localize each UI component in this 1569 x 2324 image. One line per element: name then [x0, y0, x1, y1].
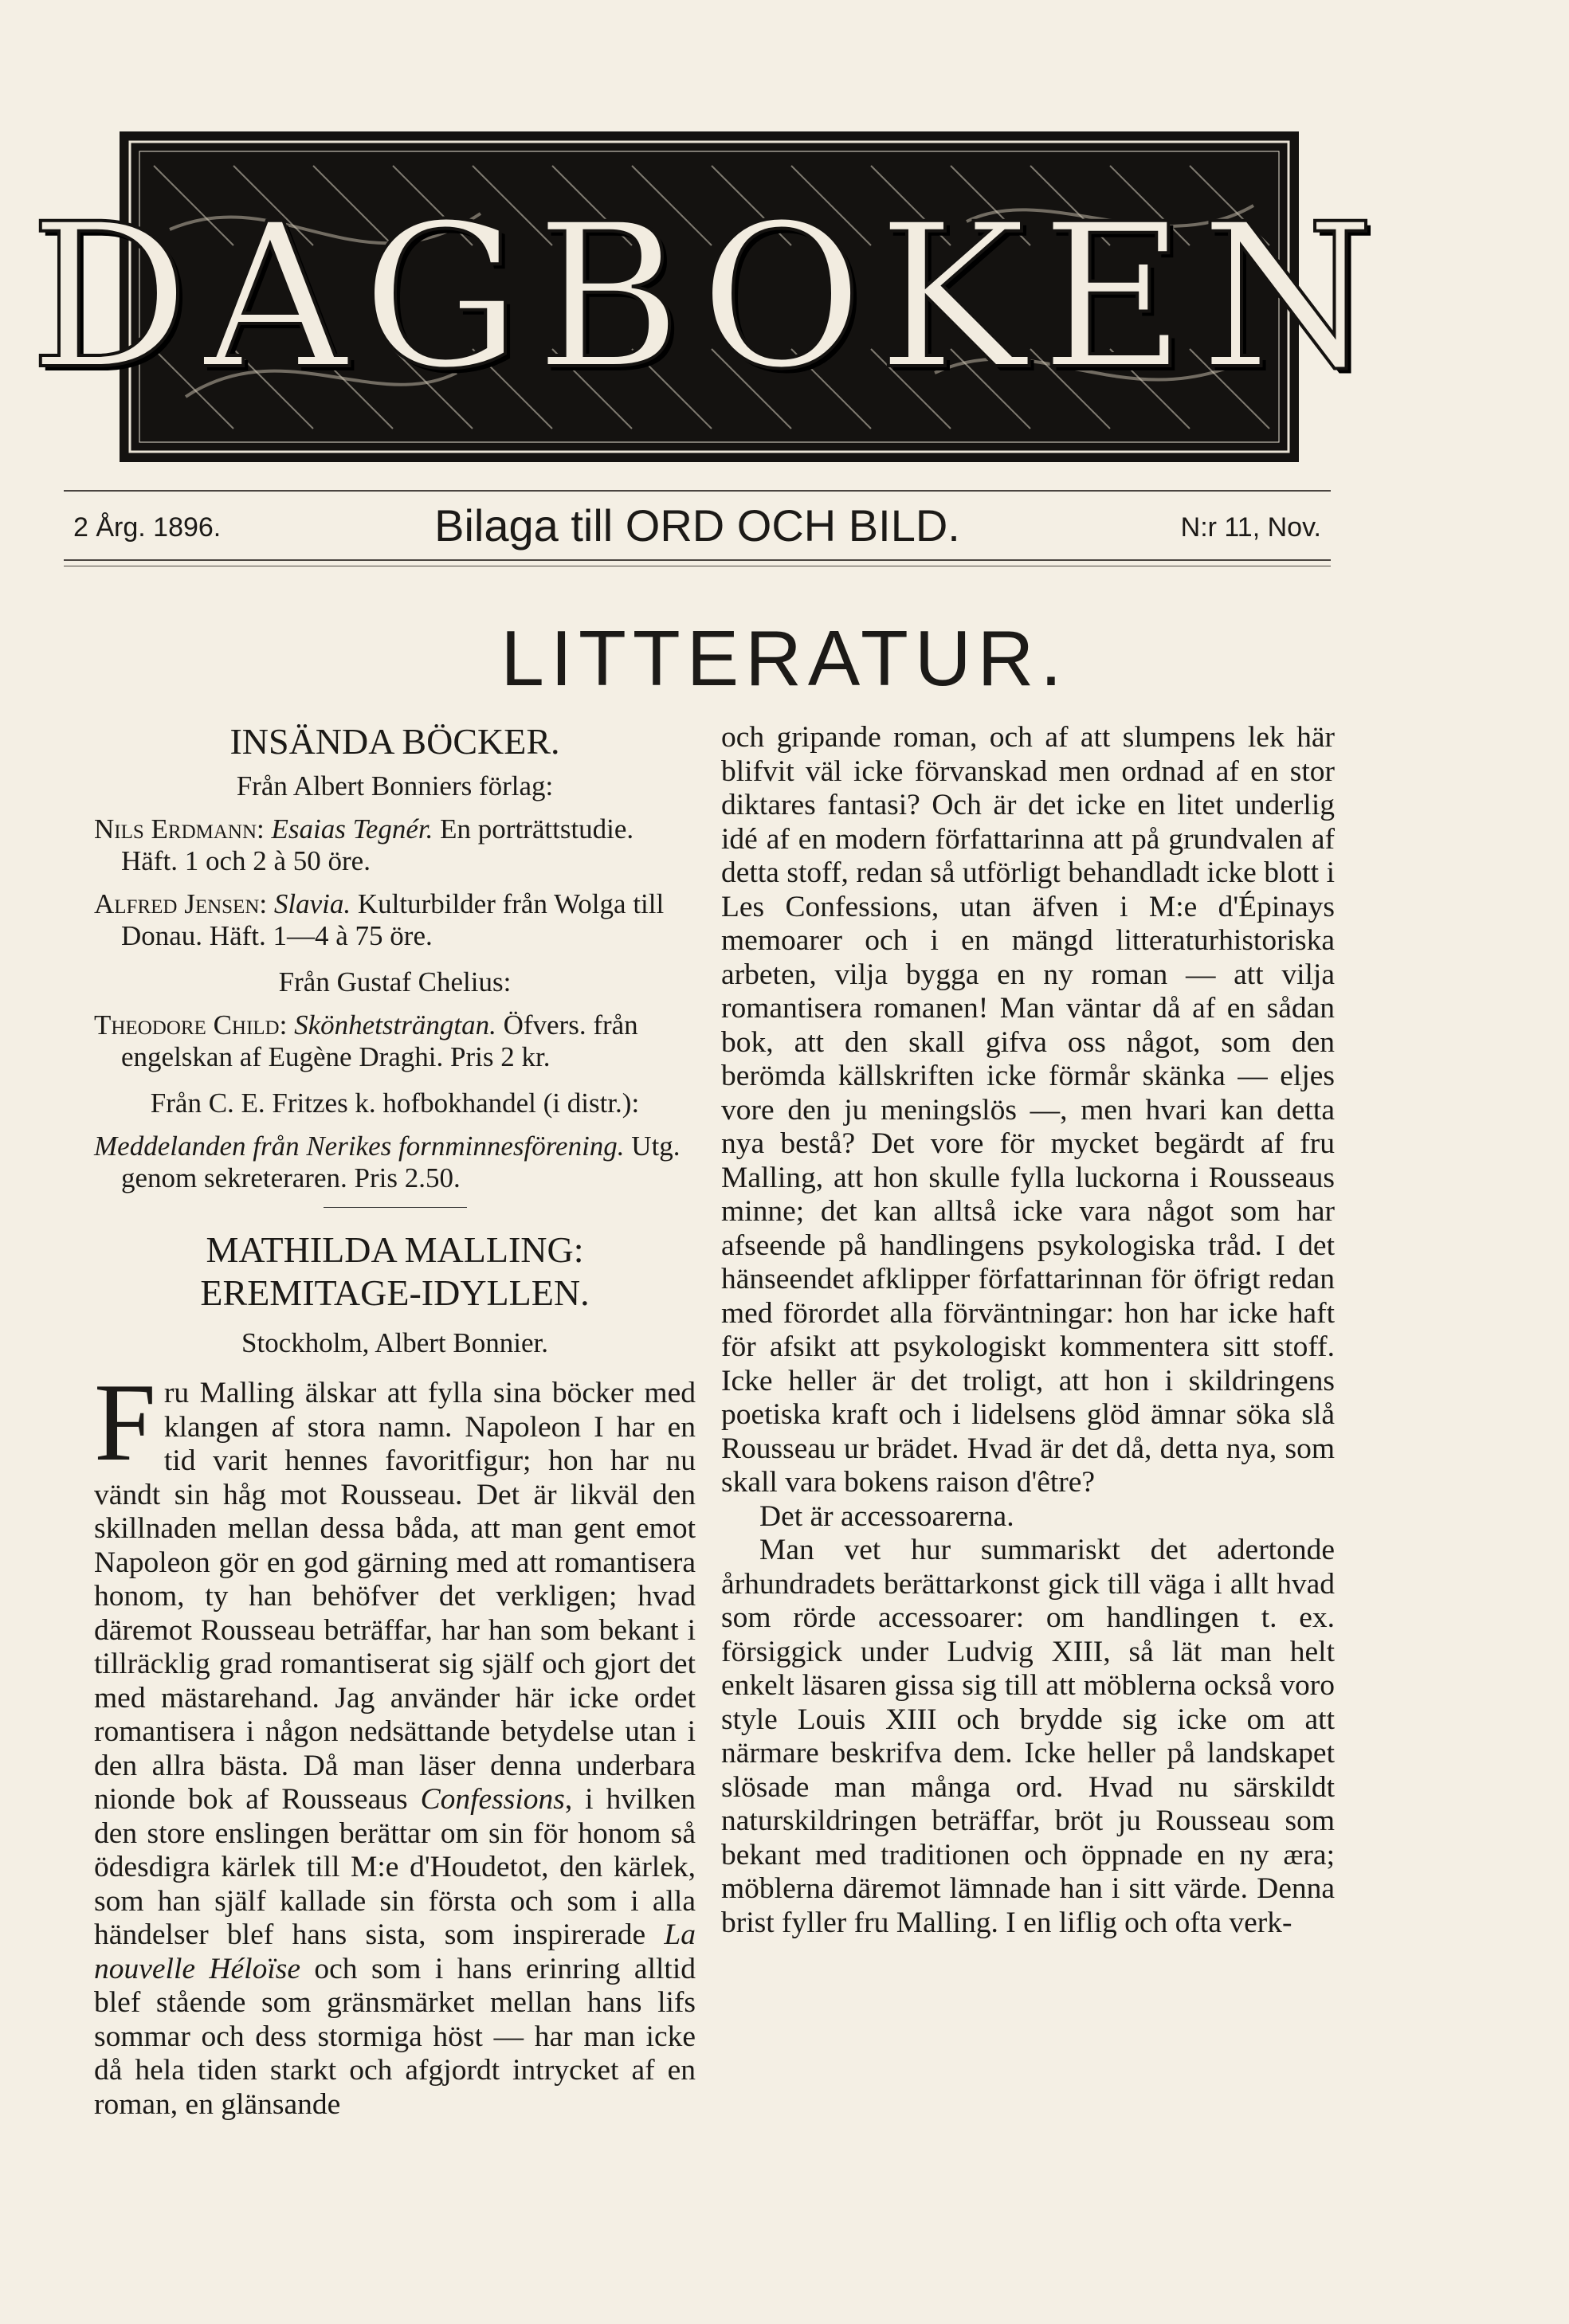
section-title: LITTERATUR. [500, 614, 1069, 702]
book-entry: Meddelanden från Nerikes fornminnesförening. Utg. genom sekreteraren. Pris 2.50. [94, 1131, 681, 1193]
bottom-rule [64, 559, 1331, 561]
review-paragraph: Fru Malling älskar att fylla sina böcker med klangen af stora namn. Napoleon I har en tid varit hennes favoritfigur; hon har nu vändt sin håg mot Rousseau. Det är likväl den skillnaden mellan dessa båda, att man gent emot Napoleon gör en god gärning med att romantisera honom, ty han behöfver det verkligen; hvad däremot Rousseau beträffar, har han som bekant i tillräcklig grad romantiserat sig själf och gjort det med mästarehand. Jag använder här icke ordet romantisera i någon nedsättande betydelse utan i den allra bästa. Då man läser denna underbara nionde bok af Rousseaus Confessions, i hvilken den store enslingen berättar om sin för honom så ödesdigra kärlek till M:e d'Houdetot, den kärlek, som han själf kallade sin första och som i alla händelser blef hans sista, som inspirerade La nouvelle Héloïse och som i hans erinring alltid blef stående som gränsmärket mellan hans lifs sommar och dess stormiga höst — har man icke då hela tiden starkt och afgjordt intrycket af en roman, en glänsande [94, 1361, 696, 2121]
publisher-chelius: Från Gustaf Chelius: [278, 966, 512, 997]
right-column [721, 721, 1335, 1940]
book-entry: Alfred Jensen: Slavia. Kulturbilder från Wolga till Donau. Häft. 1—4 à 75 öre. [94, 888, 665, 951]
review-paragraph: och gripande roman, och af att slumpens lek här blifvit väl icke förvanskad men ordnad af en stor diktares fantasi? Och är det icke en litet underlig idé af en modern författarinna att på grundvalen af detta stoff, redan så utförligt behandladt icke blott i Les Confessions, utan äfven i M:e d'Épinays memoarer och i en mängd litteraturhistoriska arbeten, vilja bygga en ny roman — att vilja romantisera romanen! Man väntar då af en sådan bok, att den skall gifva oss något, som den berömda källskriften icke förmår skänka — eljes vore den ju meningslös —, men hvari kan detta nya bestå? Det vore för mycket begärdt af fru Malling, att hon skulle fylla luckorna i Rousseaus minne; det kan alltså icke vara något som har afseende på handlingens psykologiska tråd. I det hänseendet afklipper författarinnan för öfrigt redan med förordet alla förväntningar: hon har icke haft för afsikt att psykologiskt kommentera sitt stoff. Icke heller är det troligt, att hon i skildringens poetiska kraft och i lidelsens glöd ämnar söka slå Rousseau ur brädet. Hvad är det då, detta nya, som skall vara bokens raison d'être? [721, 721, 1335, 1499]
issue-line [64, 498, 1331, 554]
drop-cap: F [94, 1361, 156, 1484]
publisher-fritzes: Från C. E. Fritzes k. hofbokhandel (i distr.): [150, 1088, 640, 1119]
books-heading: INSÄNDA BÖCKER. [229, 721, 560, 762]
issue-supplement: Bilaga till ORD OCH BILD. [434, 500, 960, 551]
masthead-title: DAGBOKEN [29, 181, 1390, 413]
divider [324, 1207, 467, 1208]
review-place: Stockholm, Albert Bonnier. [241, 1327, 548, 1358]
issue-year: 2 Årg. 1896. [73, 512, 222, 543]
review-paragraph: Det är accessoarerna. [759, 1499, 1014, 1533]
issue-number: N:r 11, Nov. [1180, 512, 1321, 543]
review-heading: MATHILDA MALLING: EREMITAGE-IDYLLEN. [200, 1229, 590, 1313]
publisher-bonnier: Från Albert Bonniers förlag: [236, 770, 554, 801]
top-rule [64, 490, 1331, 492]
review-paragraph: Man vet hur summariskt det adertonde århundradets berättarkonst gick till väga i allt hvad som rörde accessoarer: om handlingen t. ex. försiggick under Ludvig XIII, så lät man helt enkelt läsaren gissa sig till att möblerna också voro style Louis XIII och brydde sig icke om att närmare beskrifva dem. Icke heller på landskapet slösade man många ord. Hvad nu särskildt naturskildringen beträffar, bröt ju Rousseau som bekant med traditionen och öppnade en ny æra; möblerna däremot lämnade han i sitt värde. Denna brist fyller fru Malling. I en liflig och ofta verk- [721, 1534, 1335, 1939]
masthead-banner [29, 131, 1390, 462]
book-entry: Theodore Child: Skönhetsträngtan. Öfvers. från engelskan af Eugène Draghi. Pris 2 kr. [94, 1009, 638, 1072]
book-entry: Nils Erdmann: Esaias Tegnér. En porträttstudie. Häft. 1 och 2 à 50 öre. [94, 813, 634, 876]
left-column [94, 721, 696, 2122]
